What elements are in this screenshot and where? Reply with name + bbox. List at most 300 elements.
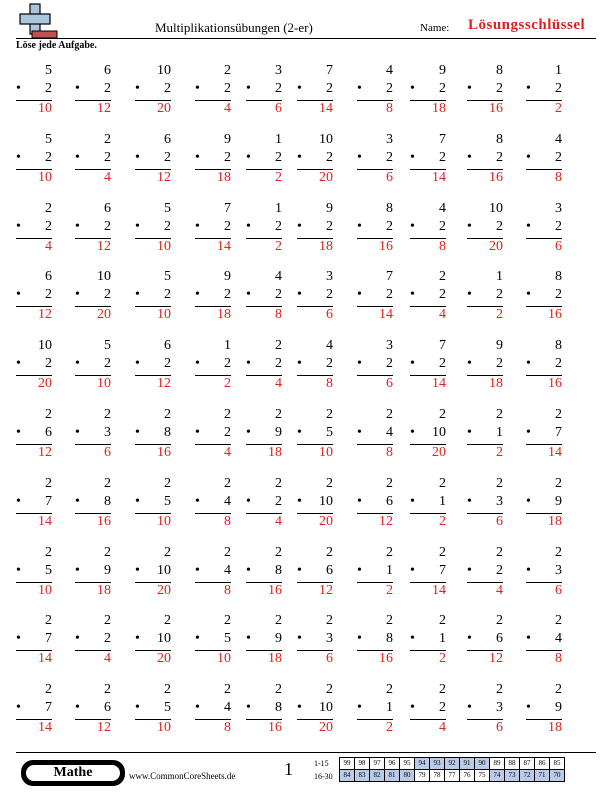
answer: 4 [104,170,111,185]
multiply-dot-icon: • [135,631,140,646]
multiplier-line [410,493,446,511]
multiplier: 2 [439,219,446,234]
multiplicand: 2 [439,476,446,491]
problem [246,612,282,669]
multiplicand: 2 [326,682,333,697]
multiply-dot-icon: • [16,356,21,371]
multiply-dot-icon: • [246,700,251,715]
multiply-dot-icon: • [467,700,472,715]
score-cell: 75 [475,770,490,782]
problem [75,475,111,532]
answer: 10 [38,170,52,185]
multiplier: 7 [45,494,52,509]
answer: 18 [217,170,231,185]
multiplier: 9 [555,700,562,715]
multiplier-line [526,424,562,442]
problem [16,268,52,325]
problem [16,337,52,394]
score-cell: 72 [520,770,535,782]
problem [16,681,52,738]
multiply-dot-icon: • [75,563,80,578]
multiplier-line [410,424,446,442]
header-divider [16,38,596,39]
multiplier: 6 [386,494,393,509]
multiplier-line [195,80,231,98]
multiplier: 10 [432,425,446,440]
problem [357,268,393,325]
multiply-dot-icon: • [246,494,251,509]
multiplier-line [16,355,52,373]
answer: 20 [157,583,171,598]
multiplicand: 2 [45,407,52,422]
score-cell: 70 [550,770,565,782]
answer: 4 [45,239,52,254]
multiplier-line [246,699,282,717]
answer: 14 [379,307,393,322]
multiply-dot-icon: • [195,700,200,715]
answer: 2 [275,239,282,254]
multiply-dot-icon: • [410,425,415,440]
answer: 6 [104,445,111,460]
multiply-dot-icon: • [410,150,415,165]
problem [135,62,171,119]
multiplicand: 2 [555,682,562,697]
multiplicand: 2 [496,476,503,491]
multiplier-line [195,218,231,236]
answer: 6 [326,651,333,666]
multiplier-line [526,218,562,236]
problem [526,337,562,394]
multiplicand: 10 [319,132,333,147]
multiplier: 2 [45,356,52,371]
problem [16,200,52,257]
problem [410,200,446,257]
multiplicand: 8 [496,132,503,147]
multiplier: 6 [104,700,111,715]
multiplier: 2 [104,356,111,371]
problem [16,62,52,119]
multiplier: 7 [45,700,52,715]
multiplier-line [357,149,393,167]
multiplicand: 2 [386,476,393,491]
multiplier-line [467,699,503,717]
multiplier: 2 [104,631,111,646]
multiplier: 2 [386,81,393,96]
multiplicand: 2 [104,476,111,491]
multiplier: 2 [224,150,231,165]
answer: 4 [104,651,111,666]
answer: 2 [439,651,446,666]
answer: 2 [496,445,503,460]
multiply-dot-icon: • [297,287,302,302]
multiplier-line [246,562,282,580]
score-row [340,770,565,782]
problem [135,544,171,601]
multiplicand: 4 [555,132,562,147]
multiplier-line [410,218,446,236]
multiplier: 3 [104,425,111,440]
multiplier: 2 [439,356,446,371]
multiplicand: 10 [97,269,111,284]
problem [526,681,562,738]
multiply-dot-icon: • [135,700,140,715]
score-cell: 89 [490,758,505,770]
multiplier-line [410,562,446,580]
multiplier-line [467,493,503,511]
multiplier-line [410,699,446,717]
answer: 2 [224,376,231,391]
multiplier-line [467,630,503,648]
multiplier: 2 [164,287,171,302]
answer: 4 [224,101,231,116]
instructions: Löse jede Aufgabe. [16,40,97,51]
multiplier-line [246,149,282,167]
multiplier: 2 [326,219,333,234]
multiplicand: 7 [439,338,446,353]
multiplier: 2 [224,219,231,234]
score-cell: 97 [370,758,385,770]
multiplier: 2 [45,150,52,165]
multiply-dot-icon: • [16,700,21,715]
answer: 6 [555,583,562,598]
multiplier-line [135,218,171,236]
multiply-dot-icon: • [16,425,21,440]
problem [357,544,393,601]
multiply-dot-icon: • [16,150,21,165]
multiplier: 10 [157,631,171,646]
multiplicand: 2 [45,682,52,697]
answer: 16 [97,514,111,529]
multiplicand: 2 [386,682,393,697]
multiplicand: 2 [555,613,562,628]
multiply-dot-icon: • [357,356,362,371]
answer: 12 [379,514,393,529]
answer: 8 [439,239,446,254]
multiplicand: 6 [164,338,171,353]
answer: 6 [555,239,562,254]
answer: 18 [319,239,333,254]
multiplier: 2 [386,219,393,234]
multiplier-line [135,562,171,580]
multiplicand: 2 [104,545,111,560]
problem [410,62,446,119]
multiplier: 2 [164,356,171,371]
multiplicand: 9 [326,201,333,216]
multiplier: 1 [386,700,393,715]
multiplicand: 2 [275,545,282,560]
multiplier: 4 [224,700,231,715]
multiply-dot-icon: • [195,81,200,96]
answer: 10 [97,376,111,391]
multiply-dot-icon: • [410,563,415,578]
answer: 2 [386,720,393,735]
multiply-dot-icon: • [526,494,531,509]
multiplier: 2 [555,81,562,96]
problem [467,337,503,394]
answer: 6 [496,720,503,735]
problem [195,131,231,188]
multiply-dot-icon: • [246,563,251,578]
answer: 2 [496,307,503,322]
problem [526,200,562,257]
multiplier-line [357,218,393,236]
multiplier: 2 [496,219,503,234]
multiplier-line [135,699,171,717]
multiplier: 4 [386,425,393,440]
multiplicand: 3 [555,201,562,216]
problem [135,131,171,188]
multiplier-line [16,218,52,236]
multiply-dot-icon: • [297,700,302,715]
multiply-dot-icon: • [195,219,200,234]
answer: 12 [97,101,111,116]
multiplicand: 2 [275,682,282,697]
multiplier-line [526,630,562,648]
page-number: 1 [284,759,293,779]
multiplier-line [135,80,171,98]
multiply-dot-icon: • [75,425,80,440]
answer: 10 [157,307,171,322]
multiply-dot-icon: • [357,494,362,509]
multiply-dot-icon: • [16,81,21,96]
answer: 10 [157,239,171,254]
multiplicand: 2 [224,545,231,560]
multiply-dot-icon: • [467,287,472,302]
multiply-dot-icon: • [75,219,80,234]
multiplicand: 2 [439,269,446,284]
multiplier: 2 [555,219,562,234]
multiplier: 3 [496,494,503,509]
answer: 16 [548,376,562,391]
problem [75,681,111,738]
answer: 12 [97,239,111,254]
multiplier-line [297,218,333,236]
problem [246,200,282,257]
multiplier-line [297,355,333,373]
answer: 8 [555,170,562,185]
multiplicand: 8 [555,269,562,284]
multiply-dot-icon: • [75,494,80,509]
multiply-dot-icon: • [297,150,302,165]
multiplier-line [297,149,333,167]
answer: 18 [97,583,111,598]
multiplicand: 10 [157,63,171,78]
problem [75,337,111,394]
problem [75,131,111,188]
problem [410,268,446,325]
multiplicand: 4 [439,201,446,216]
multiplier: 1 [439,494,446,509]
score-range-1: 1-15 [314,759,329,768]
answer: 4 [224,445,231,460]
multiplicand: 2 [275,613,282,628]
multiplier: 2 [45,219,52,234]
answer: 8 [386,101,393,116]
problem [135,681,171,738]
answer: 18 [489,376,503,391]
score-cell: 79 [415,770,430,782]
score-cell: 90 [475,758,490,770]
problem [16,612,52,669]
problem [75,406,111,463]
multiply-dot-icon: • [467,356,472,371]
multiplier-line [357,424,393,442]
problem [526,544,562,601]
score-cell: 71 [535,770,550,782]
problem [410,681,446,738]
answer: 8 [386,445,393,460]
multiplier-line [467,355,503,373]
multiply-dot-icon: • [297,425,302,440]
answer: 10 [319,445,333,460]
multiplier: 2 [496,287,503,302]
multiply-dot-icon: • [297,81,302,96]
multiplier: 9 [104,563,111,578]
multiply-dot-icon: • [526,287,531,302]
multiplier-line [297,286,333,304]
score-cell: 80 [400,770,415,782]
multiplier: 2 [439,81,446,96]
problem [467,406,503,463]
multiplier-line [526,699,562,717]
math-plus-logo-icon [18,3,58,39]
multiply-dot-icon: • [75,700,80,715]
multiply-dot-icon: • [75,356,80,371]
answer: 4 [275,514,282,529]
answer: 14 [432,170,446,185]
answer: 2 [275,170,282,185]
subject-badge [21,760,125,786]
problem [467,62,503,119]
multiplier-line [16,493,52,511]
multiplier-line [297,80,333,98]
multiplicand: 2 [275,407,282,422]
answer: 18 [217,307,231,322]
score-cell: 92 [445,758,460,770]
worksheet-title: Multiplikationsübungen (2-er) [155,20,313,35]
answer: 2 [386,583,393,598]
multiplier-line [357,80,393,98]
multiply-dot-icon: • [357,219,362,234]
multiply-dot-icon: • [16,494,21,509]
score-cell: 91 [460,758,475,770]
answer: 16 [489,101,503,116]
multiplicand: 7 [224,201,231,216]
worksheet-footer [16,752,596,787]
multiplier-line [135,355,171,373]
multiplicand: 10 [38,338,52,353]
score-cell: 76 [460,770,475,782]
answer: 14 [548,445,562,460]
multiply-dot-icon: • [410,631,415,646]
multiplicand: 2 [326,407,333,422]
multiplier-line [75,80,111,98]
multiplicand: 2 [439,613,446,628]
answer: 14 [38,720,52,735]
multiplier-line [195,424,231,442]
multiply-dot-icon: • [195,425,200,440]
multiply-dot-icon: • [410,700,415,715]
multiplier: 2 [224,81,231,96]
answer: 16 [268,583,282,598]
answer: 18 [268,651,282,666]
multiplier: 2 [275,287,282,302]
problem [195,337,231,394]
multiplier-line [526,562,562,580]
score-cell: 74 [490,770,505,782]
problem [297,406,333,463]
problem [297,200,333,257]
answer: 8 [555,651,562,666]
multiplier-line [410,149,446,167]
multiplier: 2 [326,150,333,165]
problem [410,612,446,669]
multiply-dot-icon: • [135,425,140,440]
multiply-dot-icon: • [357,631,362,646]
multiplicand: 2 [326,613,333,628]
problem [297,544,333,601]
multiplicand: 2 [496,682,503,697]
multiplier-line [297,424,333,442]
multiplicand: 2 [45,545,52,560]
problem [297,475,333,532]
multiplier-line [467,286,503,304]
multiplier: 2 [275,219,282,234]
answer: 4 [275,376,282,391]
multiplier-line [135,424,171,442]
problem [297,681,333,738]
multiplicand: 9 [224,269,231,284]
multiply-dot-icon: • [135,150,140,165]
multiplier-line [410,355,446,373]
multiplier: 9 [555,494,562,509]
multiplier-line [16,286,52,304]
multiplier: 6 [496,631,503,646]
multiply-dot-icon: • [297,219,302,234]
answer-key-label: Lösungsschlüssel [468,17,586,33]
multiply-dot-icon: • [246,631,251,646]
multiplier-line [246,286,282,304]
multiplicand: 1 [275,201,282,216]
multiplier-line [467,80,503,98]
multiplicand: 8 [555,338,562,353]
multiplier-line [246,630,282,648]
multiplier-line [467,562,503,580]
score-cell: 86 [535,758,550,770]
problem [410,544,446,601]
answer: 18 [432,101,446,116]
score-cell: 83 [355,770,370,782]
multiplier: 5 [224,631,231,646]
multiply-dot-icon: • [467,563,472,578]
answer: 14 [319,101,333,116]
problem [135,406,171,463]
problem [195,681,231,738]
problem [410,475,446,532]
multiply-dot-icon: • [526,700,531,715]
multiplier: 2 [386,150,393,165]
multiply-dot-icon: • [16,219,21,234]
score-cell: 94 [415,758,430,770]
multiply-dot-icon: • [16,287,21,302]
multiplier-line [357,493,393,511]
multiplier-line [410,286,446,304]
problem [16,406,52,463]
multiplier: 5 [326,425,333,440]
multiplicand: 2 [45,613,52,628]
multiplier: 2 [496,563,503,578]
answer: 8 [326,376,333,391]
